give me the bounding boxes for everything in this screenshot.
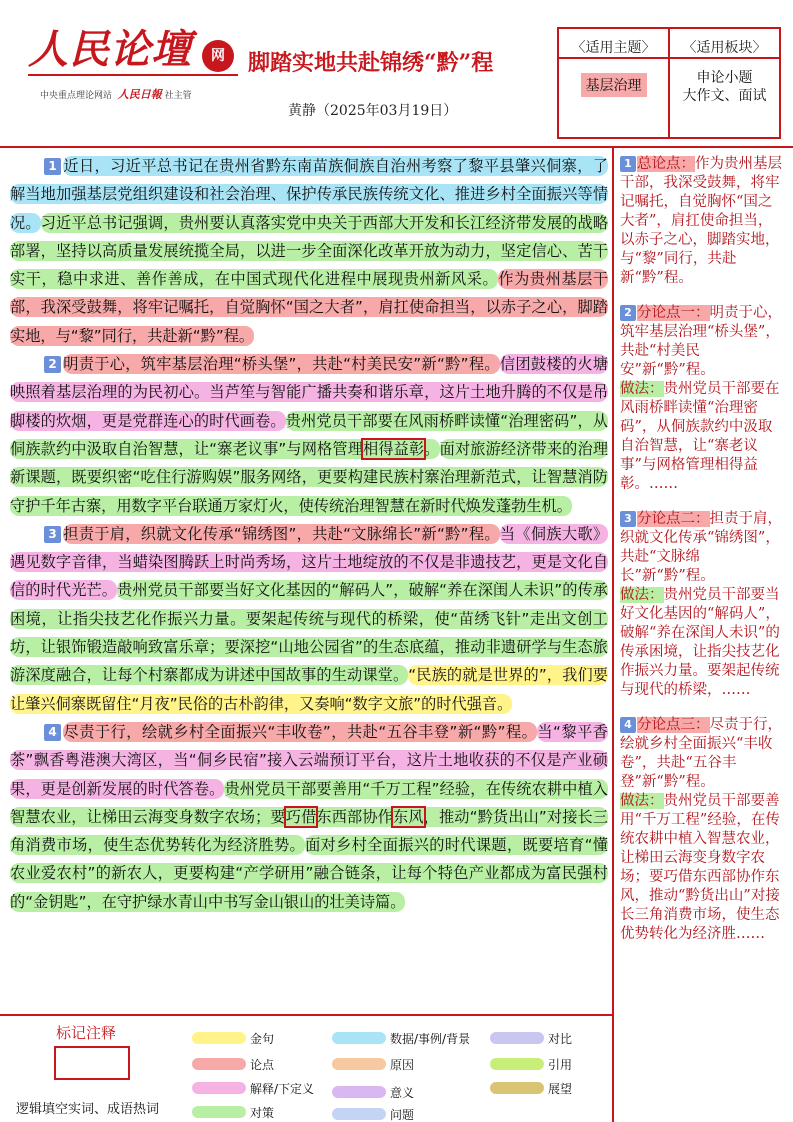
vocab-box: 巧借 [285,807,317,826]
method-label: 做法： [620,793,664,809]
legend-title: 标记注释 [56,1024,117,1042]
legend-swatch [192,1058,246,1070]
legend-swatch [192,1082,246,1094]
outline-number: 2 [620,305,636,321]
section-heading: 〈适用板块〉 [670,29,779,59]
sentence-definition: 当“黎平香茶”飘香粤港澳大湾区，当“侗乡民宿”接入云端预订平台，这片土地收获的不仅是产业硕果，更是创新发展的时代答卷。 [10,722,608,798]
sentence-part: 东西部协作 [316,807,393,826]
vocab-box: 相得益彰 [363,439,425,458]
outline-block-1 [620,155,786,288]
outline-text: 作为贵州基层干部，我深受鼓舞，将牢记嘱托，自觉胸怀“国之大者”，肩扛使命担当，以赤子之心，脚踏实地，与“黎”同行，共赴新“黔”程。 [620,156,782,286]
column-divider [612,146,614,1122]
legend-item [332,1084,414,1101]
legend-item [332,1056,414,1073]
section-value-1: 申论小题 [696,70,753,86]
legend-box-sample [54,1046,130,1080]
paragraph-1 [10,152,608,350]
vocab-box: 东风 [393,807,424,826]
outline-text: 明责于心，筑牢基层治理“桥头堡”，共赴“村美民安”新“黔”程。 [620,305,782,378]
method-text: 贵州党员干部要在风雨桥畔读懂“治理密码”，从侗族款约中汲取自治智慧，让“寨老议事”与网格管理相得益彰。…… [620,381,780,492]
legend-swatch [332,1032,386,1044]
legend-item [192,1056,274,1073]
legend-label: 数据/事例/背景 [390,1032,471,1046]
section-column [668,29,779,137]
legend-item [192,1030,274,1047]
logo-sub-rmrb: 人民日報 [117,88,162,101]
method-label: 做法： [620,587,664,603]
legend-item [192,1104,274,1121]
logo-sub-right: 社主管 [164,91,192,101]
topic-column [559,29,668,137]
paragraph-number: 2 [44,356,61,373]
legend-label: 论点 [250,1058,275,1072]
legend-label: 对比 [548,1032,573,1046]
sentence-thesis: 担责于肩，织就文化传承“锦绣图”，共赴“文脉绵长”新“黔”程。 [63,524,500,543]
paragraph-2 [10,350,608,520]
legend-swatch [332,1108,386,1120]
legend-swatch [490,1082,544,1094]
article-title: 脚踏实地共赴锦绣“黔”程 [248,50,494,76]
site-logo[interactable]: 人民论壇 [28,26,192,73]
section-value-2: 大作文、面试 [682,88,767,104]
outline-label: 分论点二： [637,511,710,527]
logo-sub-left: 中央重点理论网站 [40,91,113,101]
legend-label: 问题 [390,1108,415,1122]
method-text: 贵州党员干部要善用“千万工程”经验，在传统农耕中植入智慧农业，让梯田云海变身数字农场；要巧借东西部协作东风，推动“黔货出山”对接长三角消费市场，使生态优势转化为经济胜…… [620,793,780,942]
topic-heading: 〈适用主题〉 [559,29,668,59]
legend-swatch [332,1086,386,1098]
legend-swatch [192,1106,246,1118]
outline-label: 分论点一： [637,305,710,321]
paragraph-4 [10,718,608,916]
legend-label: 展望 [548,1082,573,1096]
outline-block-4 [620,716,786,944]
logo-underline [28,74,238,76]
sentence-thesis: 明责于心，筑牢基层治理“桥头堡”，共赴“村美民安”新“黔”程。 [63,355,500,374]
paragraph-3 [10,520,608,718]
legend-swatch [192,1032,246,1044]
outline-label: 分论点三： [637,717,710,733]
legend-box-note: 逻辑填空实词、成语热词 [16,1102,160,1117]
legend [0,1016,612,1122]
outline-text: 尽责于行，绘就乡村全面振兴“丰收卷”，共赴“五谷丰登”新“黔”程。 [620,717,782,790]
article-body [10,152,608,916]
article-byline: 黄静（2025年03月19日） [288,103,458,119]
outline-label: 总论点： [637,156,695,172]
paragraph-number: 4 [44,724,61,741]
legend-label: 对策 [250,1106,275,1120]
legend-item [332,1030,470,1047]
sentence-part: 贵州党员干部要善用“千万工程”经验，在传统农耕中植入智慧农业，让梯田云海变身数字农场；要 [10,779,608,826]
legend-item [490,1056,572,1073]
legend-item [332,1106,414,1122]
logo-badge: 网 [202,40,234,72]
legend-label: 意义 [390,1086,415,1100]
outline-block-2 [620,304,786,494]
legend-item [490,1030,572,1047]
sentence-measure: 贵州党员干部要当好文化基因的“解码人”，破解“养在深闺人未识”的传承困境，让指尖技艺化作振兴力量。要架起传统与现代的桥梁，使“苗绣飞针”走出文创工坊，让银饰锻造敲响致富乐章；要深挖“山地公园省”的生态底蕴，推动非遗研学与生态旅游深度融合，让每个村寨都成为讲述中国故事的生动课堂。 [10,581,608,685]
sentence-definition: 信团鼓楼的火塘映照着基层治理的为民初心。当芦笙与智能广播共奏和谐乐章，这片土地升腾的不仅是吊脚楼的炊烟，更是党群连心的时代画卷。 [10,355,609,430]
outline-number: 4 [620,717,636,733]
legend-swatch [490,1032,544,1044]
outline-number: 1 [620,156,636,172]
header [0,0,793,142]
header-divider [0,146,793,148]
section-value [670,69,779,105]
sentence-part: ，推动“黔货出山”对接长三角消费市场，使生态优势转化为经济胜势。 [10,807,609,855]
sentence-background: 近日，习近平总书记在贵州省黔东南苗族侗族自治州考察了黎平县肇兴侗寨，了解当地加强基层党组织建设和社会治理、保护传承民族传统文化、推进乡村全面振兴等情况。 [10,157,608,232]
sentence-golden: “民族的就是世界的”，我们要让肇兴侗寨既留住“月夜”民俗的古朴韵律，又奏响“数字文旅”的时代强音。 [10,666,608,713]
outline-block-3 [620,510,786,700]
sentence-thesis: 尽责于行，绘就乡村全面振兴“丰收卷”，共赴“五谷丰登”新“黔”程。 [63,722,538,741]
legend-item [490,1080,572,1097]
paragraph-number: 1 [44,158,61,175]
sentence-part: 。 [424,439,440,458]
legend-label: 原因 [390,1058,415,1072]
sentence-measure: 面对旅游经济带来的治理新课题，既要织密“吃住行游购娱”服务网络，更要构建民族村寨治理新范式，让智慧消防守护千年古寨，用数字平台联通万家灯火，使传统治理智慧在新时代焕发蓬勃生机。 [10,439,609,515]
method-text: 贵州党员干部要当好文化基因的“解码人”，破解“养在深闺人未识”的传承困境，让指尖技艺化作振兴力量。要架起传统与现代的桥梁，…… [620,587,780,698]
sentence-thesis: 作为贵州基层干部，我深受鼓舞，将牢记嘱托，自觉胸怀“国之大者”，肩扛使命担当，以赤子之心，脚踏实地，与“黎”同行，共赴新“黔”程。 [10,270,609,345]
legend-item [192,1080,314,1097]
outline-column [620,155,786,960]
sentence-measure: 习近平总书记强调，贵州要认真落实党中央关于西部大开发和长江经济带发展的战略部署，坚持以高质量发展统揽全局，以进一步全面深化改革开放为动力，坚定信心、苦干实干，稳中求进、善作善成，在中国式现代化进程中展现贵州新风采。 [10,213,609,289]
sentence-measure: 面对乡村全面振兴的时代课题，既要培育“懂农业爱农村”的新农人，更要构建“产学研用”融合链条，让每个特色产业都成为富民强村的“金钥匙”，在守护绿水青山中书写金山银山的壮美诗篇。 [10,836,608,911]
topic-value: 基层治理 [581,73,647,97]
legend-swatch [332,1058,386,1070]
outline-number: 3 [620,511,636,527]
legend-label: 解释/下定义 [250,1082,315,1096]
sentence-definition: 当《侗族大歌》遇见数字音律，当蜡染图腾跃上时尚秀场，这片土地绽放的不仅是非遗技艺，更是文化自信的时代光芒。 [10,524,609,600]
logo-subtitle [40,86,192,102]
tag-box [557,27,781,139]
paragraph-number: 3 [44,526,61,543]
legend-label: 金句 [250,1032,275,1046]
legend-swatch [490,1058,544,1070]
legend-label: 引用 [548,1058,573,1072]
method-label: 做法： [620,381,664,397]
sentence-part: 贵州党员干部要在风雨桥畔读懂“治理密码”，从侗族款约中汲取自治智慧，让“寨老议事”与网格管理 [10,411,608,458]
outline-text: 担责于肩，织就文化传承“锦绣图”，共赴“文脉绵长”新“黔”程。 [620,511,782,584]
